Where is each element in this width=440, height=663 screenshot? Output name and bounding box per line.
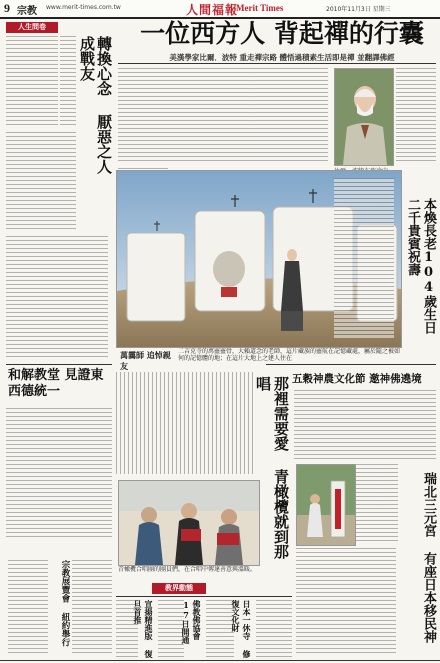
story-3-text [334,178,394,338]
story-5-headline: 瑞北三元宮 有座日本移民神 [421,472,436,643]
page-number: 9 [4,1,10,15]
issue-date: 2010年11月3日 星期三 [326,6,391,13]
bottom-text-5 [256,600,292,658]
story-2-text-a [116,372,256,474]
choir-graphic [119,481,259,565]
newspaper-logo: 人間福報 [186,3,239,17]
photo-caption: 二吉克寺的萬靈靈骨，大賴道念的老師，這片藏族的靈航在記憶藏處，屬於隨之被如何的記憶體的地；在這片大地上之建人住在 [178,348,400,362]
bottom-text-1b [72,560,112,656]
portrait-graphic [335,69,393,165]
bottom-text-1a [8,560,48,656]
divider [116,596,292,597]
column-text-b [6,132,76,232]
divider [118,63,436,64]
bottom-tag: 教界動態 [152,583,206,594]
story-6-headline: 和解教堂 見證東西德統一 [8,368,104,399]
bottom-item-3: 佛教佛協會 17日開通 [181,600,202,644]
story-3-headline: 本煥長老104歲生日 二千貴賓祝壽 [405,198,436,334]
bottom-item-2: 宣揚精進版 復旦首推 [133,600,154,658]
divider [266,364,436,365]
column-text-c [6,236,108,358]
choir-photo [118,480,260,566]
main-text-a [118,68,328,164]
shrine-photo [296,464,356,546]
story-2-headline: 那裡需要愛 青橄欖就到那唱 [254,376,290,559]
story-4-text [294,390,436,460]
main-headline: 一位西方人 背起禪的行囊 [140,19,424,48]
portrait-side-text [396,68,436,164]
section-name: 宗教 [17,6,37,17]
story-5-text-a [356,464,398,544]
shrine-graphic [297,465,355,545]
choir-caption: 青橄欖合唱團的團員們，在合唱中傳達善意與溫暖。 [118,566,257,573]
column-boxed-text [6,36,58,128]
bottom-rule [0,660,440,661]
column-text-a [60,36,76,128]
site-url: www.merit-times.com.tw [46,4,121,11]
main-subhead: 美漢學家比爾．波特 重走禪宗路 體悟過積素生活即是禪 並翻譯佛經 [169,53,395,62]
story-6-text [6,408,112,538]
story-5-text-b [296,548,396,656]
column-title: 轉換心念 厭惡之人成戰友 [78,36,113,174]
newspaper-logo-en: Merit Times [236,3,284,13]
bottom-item-1: 宗教展覽會 紐約舉行 [60,560,70,647]
divider [6,364,112,365]
bottom-item-4: 日本一休寺 修復文化財 [231,600,252,658]
story-4-headline: 五穀神農文化節 邀神佛遶境 [292,373,422,385]
photo-caption-title: 萬靄師 追悼親友 [120,351,171,371]
portrait-photo [334,68,394,166]
column-tag: 人生問卷 [6,22,58,33]
